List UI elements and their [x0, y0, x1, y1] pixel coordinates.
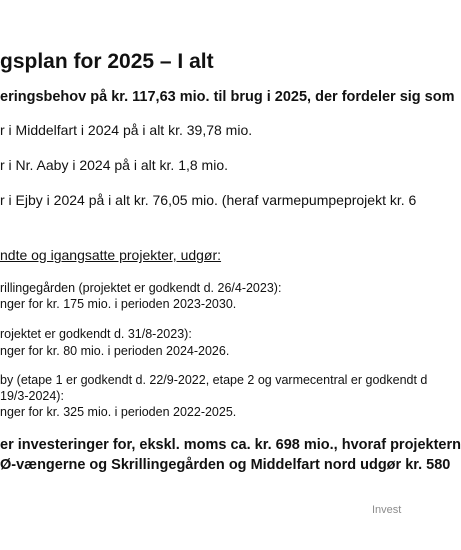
summary-line1: er investeringer for, ekskl. moms ca. kr. 698 mio., hvoraf projektern — [0, 437, 461, 453]
footer-label: Invest — [372, 504, 402, 516]
intro-text: eringsbehov på kr. 117,63 mio. til brug i 2025, der fordeler sig som — [0, 89, 455, 105]
project-1-line1: rillingegården (projektet er godkendt d. 26/4-2023): — [0, 281, 282, 295]
item-ejby: r i Ejby i 2024 på i alt kr. 76,05 mio. (heraf varmepumpeprojekt kr. 6 — [0, 192, 417, 208]
project-2-line1: rojektet er godkendt d. 31/8-2023): — [0, 327, 192, 341]
summary-line2: Ø-vængerne og Skrillingegården og Middelfart nord udgør kr. 580 — [0, 457, 451, 473]
project-1-line2: nger for kr. 175 mio. i perioden 2023-2030. — [0, 297, 237, 311]
item-nr-aaby: r i Nr. Aaby i 2024 på i alt kr. 1,8 mio. — [0, 157, 228, 173]
item-middelfart: r i Middelfart i 2024 på i alt kr. 39,78 mio. — [0, 122, 253, 138]
slide-title: gsplan for 2025 – I alt — [0, 50, 214, 73]
project-2-line2: nger for kr. 80 mio. i perioden 2024-2026. — [0, 344, 230, 358]
project-3-line1b: 19/3-2024): — [0, 389, 64, 403]
project-3-line1: by (etape 1 er godkendt d. 22/9-2022, etape 2 og varmecentral er godkendt d — [0, 373, 428, 387]
project-3-line2: nger for kr. 325 mio. i perioden 2022-2025. — [0, 405, 237, 419]
projects-heading: ndte og igangsatte projekter, udgør: — [0, 247, 222, 263]
